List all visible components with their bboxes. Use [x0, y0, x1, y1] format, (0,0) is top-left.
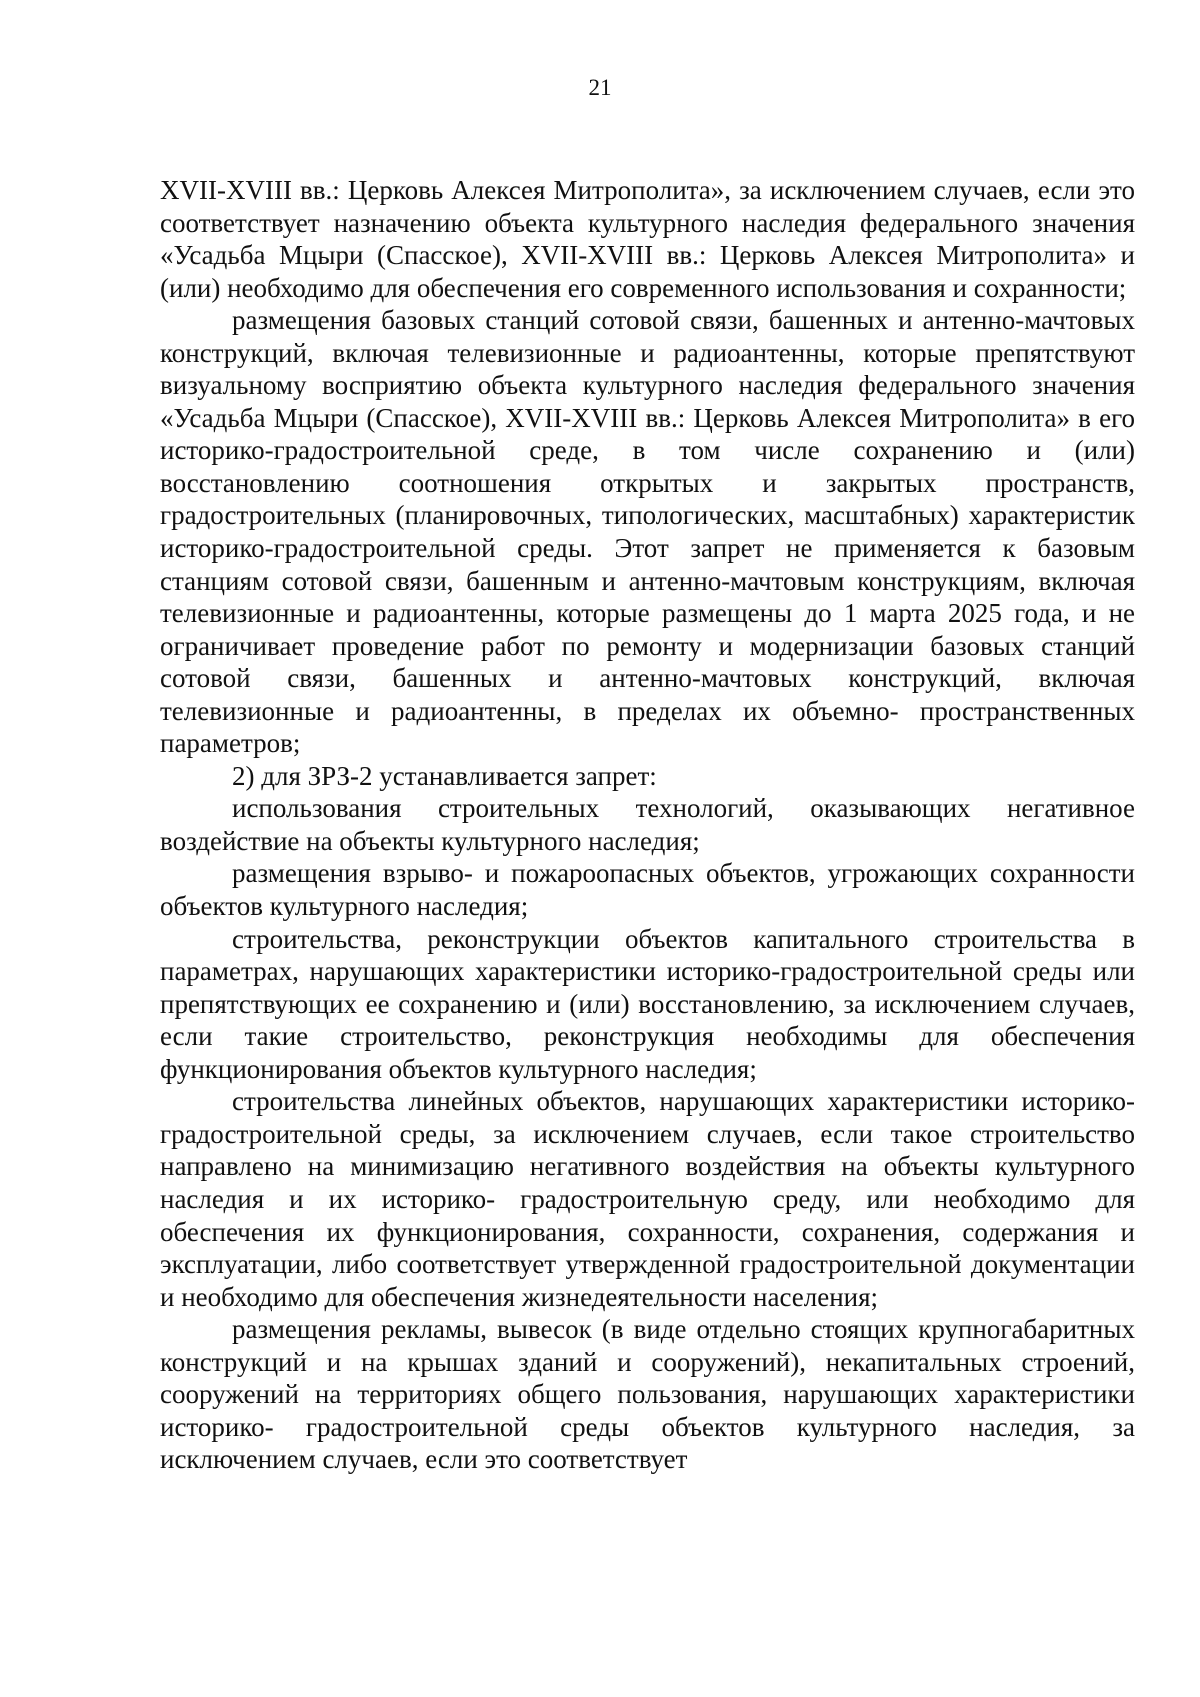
- document-body: [160, 174, 1135, 1476]
- paragraph-1: XVII-XVIII вв.: Церковь Алексея Митрополита», за исключением случаев, если это соответствует назначению объекта культурного наследия федерального значения «Усадьба Мцыри (Спасское), XVII-XVIII вв.: Церковь Алексея Митрополита» и (или) необходимо для обеспечения его современного использования и сохранности;: [160, 175, 1135, 303]
- paragraph-7: строительства линейных объектов, нарушающих характеристики историко- градостроительной среды, за исключением случаев, если такое строительство направлено на минимизацию негативного воздействия на объекты культурного наследия и их историко- градостроительную среду, или необходимо для обеспечения их функционирования, сохранности, сохранения, содержания и эксплуатации, либо соответствует утвержденной градостроительной документации и необходимо для обеспечения жизнедеятельности населения;: [160, 1086, 1135, 1312]
- paragraph-3: 2) для ЗРЗ-2 устанавливается запрет:: [232, 760, 657, 791]
- paragraph-8: размещения рекламы, вывесок (в виде отдельно стоящих крупногабаритных конструкций и на крышах зданий и сооружений), некапитальных строений, сооружений на территориях общего пользования, нарушающих характеристики историко- градостроительной среды объектов культурного наследия, за исключением случаев, если это соответствует: [160, 1314, 1135, 1475]
- paragraph-6: строительства, реконструкции объектов капитального строительства в параметрах, нарушающих характеристики историко-градостроительной среды или препятствующих ее сохранению и (или) восстановлению, за исключением случаев, если такие строительство, реконструкция необходимы для обеспечения функционирования объектов культурного наследия;: [160, 923, 1135, 1084]
- page-number: 21: [588, 75, 612, 100]
- paragraph-4: использования строительных технологий, оказывающих негативное воздействие на объекты культурного наследия;: [160, 793, 1135, 856]
- paragraph-5: размещения взрыво- и пожароопасных объектов, угрожающих сохранности объектов культурного наследия;: [160, 858, 1135, 922]
- paragraph-2: размещения базовых станций сотовой связи, башенных и антенно-мачтовых конструкций, включая телевизионные и радиоантенны, которые препятствуют визуальному восприятию объекта культурного наследия федерального значения «Усадьба Мцыри (Спасское), XVII-XVIII вв.: Церковь Алексея Митрополита» в его историко-градостроительной среде, в том числе сохранению и (или) восстановлению соотношения открытых и закрытых пространств, градостроительных (планировочных, типологических, масштабных) характеристик историко-градостроительной среды. Этот запрет не применяется к базовым станциям сотовой связи, башенным и антенно-мачтовым конструкциям, включая телевизионные и радиоантенны, которые размещены до 1 марта 2025 года, и не ограничивает проведение работ по ремонту и модернизации базовых станций сотовой связи, башенных и антенно-мачтовых конструкций, включая телевизионные и радиоантенны, в пределах их объемно- пространственных параметров;: [160, 305, 1135, 759]
